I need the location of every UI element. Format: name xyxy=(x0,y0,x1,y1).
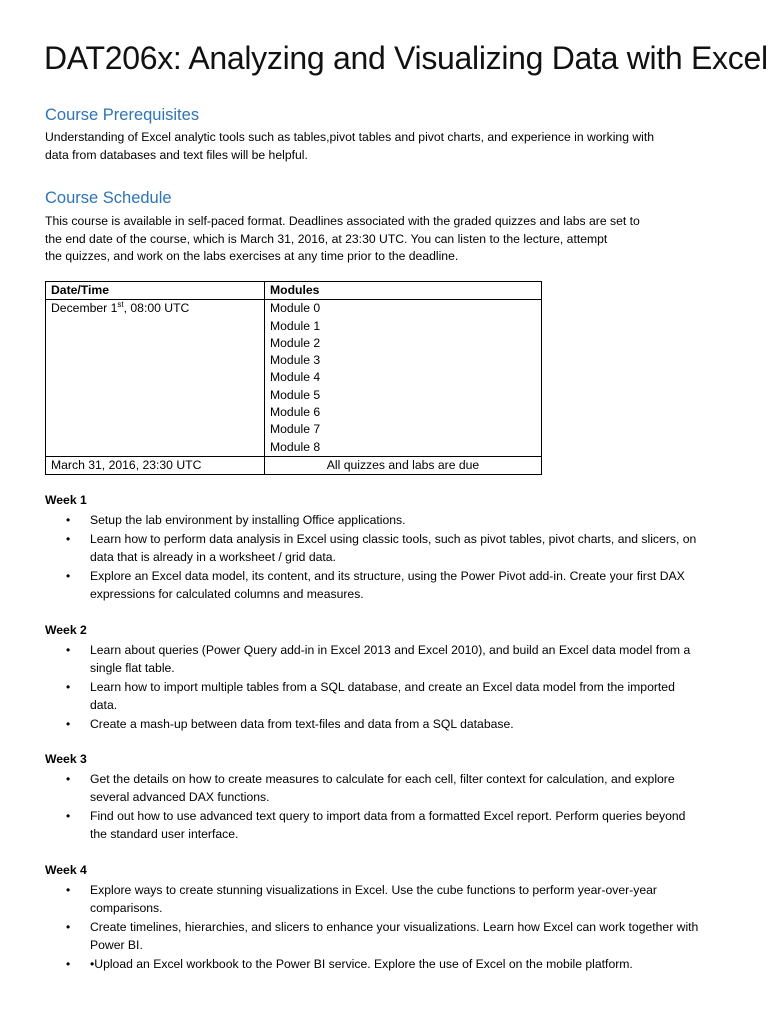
list-item xyxy=(62,530,742,566)
list-item xyxy=(62,567,742,603)
item-line: •Upload an Excel workbook to the Power BI service. Explore the use of Excel on the mobile platform. xyxy=(90,957,633,971)
list-item xyxy=(62,715,742,733)
list-item xyxy=(62,807,742,843)
modules-cell: All quizzes and labs are due xyxy=(265,456,542,474)
week-3-list xyxy=(62,770,742,844)
bullet-icon: • xyxy=(66,772,71,786)
week-2-list xyxy=(62,641,742,734)
modules-cell xyxy=(265,300,542,457)
text-line: Understanding of Excel analytic tools such as tables,pivot tables and pivot charts, and experience in working with xyxy=(45,130,655,144)
module-item: Module 1 xyxy=(270,318,321,333)
module-item: Module 0 xyxy=(270,301,321,316)
date-suffix: st xyxy=(117,300,124,310)
item-line: Get the details on how to create measures to calculate for each cell, filter context for calculation, and explore xyxy=(90,772,675,786)
text-line: the end date of the course, which is March 31, 2016, at 23:30 UTC. You can listen to the lecture, attempt xyxy=(45,231,608,246)
bullet-icon: • xyxy=(66,883,71,897)
bullet-icon: • xyxy=(66,569,71,583)
module-item: Module 3 xyxy=(270,353,321,368)
item-line: the standard user interface. xyxy=(90,827,239,841)
item-line: Create timelines, hierarchies, and slicers to enhance your visualizations. Learn how Excel can work together with xyxy=(90,920,699,934)
list-item xyxy=(62,641,742,677)
item-line: Power BI. xyxy=(90,938,143,952)
prerequisites-text xyxy=(45,129,745,164)
item-line: Explore an Excel data model, its content, and its structure, using the Power Pivot add-in. Create your first DAX xyxy=(90,569,685,583)
bullet-icon: • xyxy=(66,809,71,823)
date-time: , 08:00 UTC xyxy=(123,301,190,316)
page-title: DAT206x: Analyzing and Visualizing Data with Excel xyxy=(44,40,768,76)
bullet-icon: • xyxy=(66,920,71,934)
list-item xyxy=(62,770,742,806)
item-line: comparisons. xyxy=(90,901,163,915)
module-item: Module 2 xyxy=(270,335,321,350)
table-row xyxy=(46,456,542,474)
bullet-icon: • xyxy=(66,957,71,971)
bullet-icon: • xyxy=(66,717,71,731)
date-text: December 1 xyxy=(51,301,118,316)
module-item: Module 5 xyxy=(270,387,321,402)
week-1-list xyxy=(62,511,742,604)
header-modules: Modules xyxy=(265,282,542,300)
item-line: data that is already in a worksheet / grid data. xyxy=(90,550,336,564)
week-3-heading: Week 3 xyxy=(45,752,87,766)
item-line: Learn how to perform data analysis in Excel using classic tools, such as pivot tables, pivot charts, and slicers, on xyxy=(90,532,697,546)
list-item xyxy=(62,881,742,917)
text-line: data from databases and text files will be helpful. xyxy=(45,147,308,162)
bullet-icon: • xyxy=(66,532,71,546)
list-item xyxy=(62,918,742,954)
row-date-cell: March 31, 2016, 23:30 UTC xyxy=(46,456,265,474)
item-line: data. xyxy=(90,698,118,712)
module-item: Module 6 xyxy=(270,405,321,420)
item-line: several advanced DAX functions. xyxy=(90,790,270,804)
list-item xyxy=(62,511,742,529)
item-line: expressions for calculated columns and measures. xyxy=(90,587,364,601)
list-item xyxy=(62,678,742,714)
item-line: Learn about queries (Power Query add-in in Excel 2013 and Excel 2010), and build an Excel data model from a xyxy=(90,643,691,657)
week-4-list xyxy=(62,881,742,974)
item-line: Learn how to import multiple tables from a SQL database, and create an Excel data model from the imported xyxy=(90,680,675,694)
schedule-text xyxy=(45,213,745,266)
module-item: Module 4 xyxy=(270,370,321,385)
text-line: This course is available in self-paced format. Deadlines associated with the graded quizzes and labs are set to xyxy=(45,214,640,228)
week-2-heading: Week 2 xyxy=(45,623,87,637)
item-line: Create a mash-up between data from text-files and data from a SQL database. xyxy=(90,717,514,731)
schedule-table xyxy=(45,281,542,475)
bullet-icon: • xyxy=(66,680,71,694)
week-4-heading: Week 4 xyxy=(45,863,87,877)
row-date-cell xyxy=(46,300,265,457)
text-line: the quizzes, and work on the labs exercises at any time prior to the deadline. xyxy=(45,249,459,263)
prerequisites-heading: Course Prerequisites xyxy=(45,106,200,124)
header-date: Date/Time xyxy=(46,282,265,300)
item-line: single flat table. xyxy=(90,661,175,675)
week-1-heading: Week 1 xyxy=(45,493,87,507)
bullet-icon: • xyxy=(66,513,71,527)
bullet-icon: • xyxy=(66,643,71,657)
module-item: Module 7 xyxy=(270,422,321,437)
table-header-row xyxy=(46,282,542,300)
module-item: Module 8 xyxy=(270,439,321,454)
item-line: Setup the lab environment by installing Office applications. xyxy=(90,513,406,527)
schedule-heading: Course Schedule xyxy=(45,189,172,207)
item-line: Find out how to use advanced text query to import data from a formatted Excel report. Perform queries beyond xyxy=(90,809,686,823)
table-row xyxy=(46,300,542,457)
list-item xyxy=(62,955,742,973)
item-line: Explore ways to create stunning visualizations in Excel. Use the cube functions to perform year-over-year xyxy=(90,883,657,897)
